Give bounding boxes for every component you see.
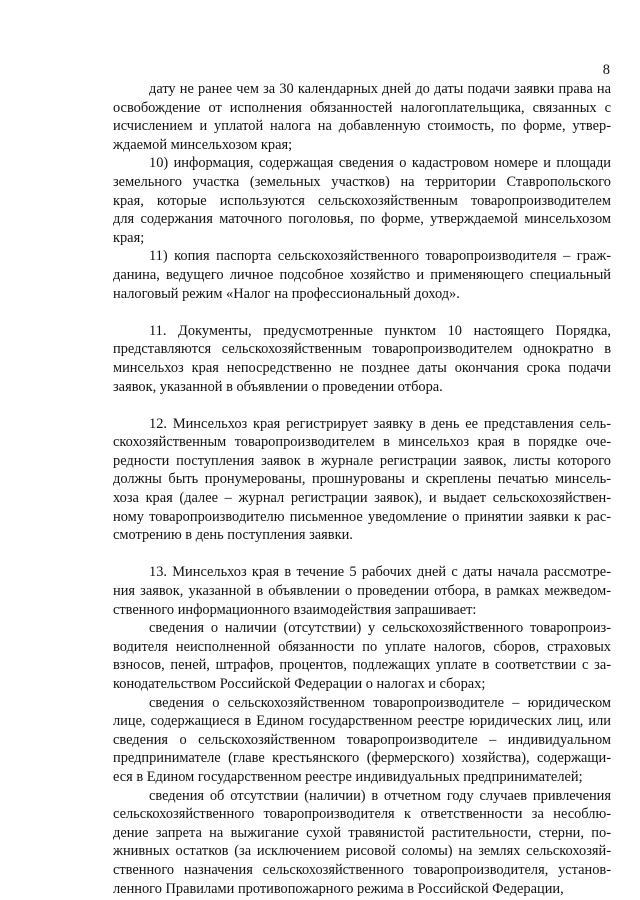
text-line: земельного участка (земельных участков) на территории Ставропольского: [113, 173, 611, 190]
text-line: ленного Правилами противопожарного режима в Российской Федерации,: [113, 880, 564, 897]
paragraph: [113, 694, 611, 787]
paragraph: [113, 619, 611, 693]
text-line: сведения об отсутствии (наличии) в отчетном году случаев привлечения: [149, 787, 611, 804]
paragraph: [113, 563, 611, 619]
text-line: 12. Минсельхоз края регистрирует заявку в день ее представления сель-: [149, 415, 611, 432]
text-line: скохозяйственным товаропроизводителем в минсельхоз края в порядке оче-: [113, 434, 611, 451]
paragraph: [113, 322, 611, 396]
paragraph-spacer: [113, 396, 611, 415]
text-line: лице, содержащиеся в Едином государственном реестре юридических лиц, или: [113, 713, 611, 730]
paragraph-spacer: [113, 545, 611, 564]
text-line: предпринимателе (главе крестьянского (фермерского) хозяйства), содержащи-: [113, 750, 611, 767]
text-line: заявок, указанной в объявлении о проведении отбора.: [113, 378, 443, 395]
text-line: хоза края (далее – журнал регистрации заявок), и выдает сельскохозяйствен-: [113, 490, 611, 507]
text-line: редности поступления заявок в журнале регистрации заявок, листы которого: [113, 452, 611, 469]
text-line: сведения о наличии (отсутствии) у сельскохозяйственного товаропроиз-: [149, 620, 611, 637]
text-line: смотрению в день поступления заявки.: [113, 527, 353, 544]
text-line: освобождение от исполнения обязанностей налогоплательщика, связанных с: [113, 99, 611, 116]
text-line: ния заявок, указанной в объявлении о проведении отбора, в рамках межведом-: [113, 583, 611, 600]
text-line: водителя неисполненной обязанности по уплате налогов, сборов, страховых: [113, 638, 611, 655]
text-line: края, которые используются сельскохозяйственным товаропроизводителем: [113, 192, 611, 209]
text-line: налоговый режим «Налог на профессиональный доход».: [113, 285, 460, 302]
text-line: жнивных остатков (за исключением рисовой соломы) на землях сельскохозяй-: [113, 843, 611, 860]
paragraph: [113, 154, 611, 247]
text-line: еся в Едином государственном реестре индивидуальных предпринимателей;: [113, 768, 583, 785]
text-line: сведения о сельскохозяйственном товаропроизводителе – юридическом: [149, 694, 611, 711]
text-line: 11) копия паспорта сельскохозяйственного товаропроизводителя – граж-: [149, 248, 611, 265]
paragraph: [113, 80, 611, 154]
text-line: ному товаропроизводителю письменное уведомление о принятии заявки к рас-: [113, 508, 611, 525]
text-line: края;: [113, 229, 145, 246]
document-body: [113, 80, 611, 898]
text-line: 10) информация, содержащая сведения о кадастровом номере и площади: [149, 155, 611, 172]
text-line: взносов, пеней, штрафов, процентов, подлежащих уплате в соответствии с за-: [113, 657, 611, 674]
page-number: 8: [602, 62, 610, 78]
text-line: сведения о сельскохозяйственном товаропроизводителе – индивидуальном: [113, 731, 611, 748]
text-line: должны быть пронумерованы, прошнурованы и скреплены печатью минсель-: [113, 471, 611, 488]
text-line: дату не ранее чем за 30 календарных дней до даты подачи заявки права на: [149, 81, 611, 97]
text-line: ственного назначения сельскохозяйственного товаропроизводителя, установ-: [113, 861, 611, 878]
text-line: 11. Документы, предусмотренные пунктом 10 настоящего Порядка,: [149, 322, 611, 339]
paragraph: [113, 415, 611, 545]
text-line: минсельхоз края непосредственно не позднее даты окончания срока подачи: [113, 359, 611, 376]
text-line: данина, ведущего личное подсобное хозяйство и применяющего специальный: [113, 266, 611, 283]
text-line: ждаемой минсельхозом края;: [113, 136, 293, 153]
text-line: 13. Минсельхоз края в течение 5 рабочих дней с даты начала рассмотре-: [149, 564, 611, 581]
paragraph: [113, 247, 611, 303]
text-line: представляются сельскохозяйственным товаропроизводителем однократно в: [113, 341, 611, 358]
text-line: ственного информационного взаимодействия запрашивает:: [113, 601, 477, 618]
text-line: исчислением и уплатой налога на добавленную стоимость, по форме, утвер-: [113, 118, 611, 135]
text-line: конодательством Российской Федерации о налогах и сборах;: [113, 676, 486, 692]
text-line: для содержания маточного поголовья, по форме, утверждаемой минсельхозом: [113, 211, 611, 228]
paragraph: [113, 787, 611, 899]
paragraph-spacer: [113, 303, 611, 322]
text-line: дение запрета на выжигание сухой травянистой растительности, стерни, по-: [113, 824, 611, 841]
text-line: сельскохозяйственного товаропроизводителя к ответственности за несоблю-: [113, 806, 611, 823]
